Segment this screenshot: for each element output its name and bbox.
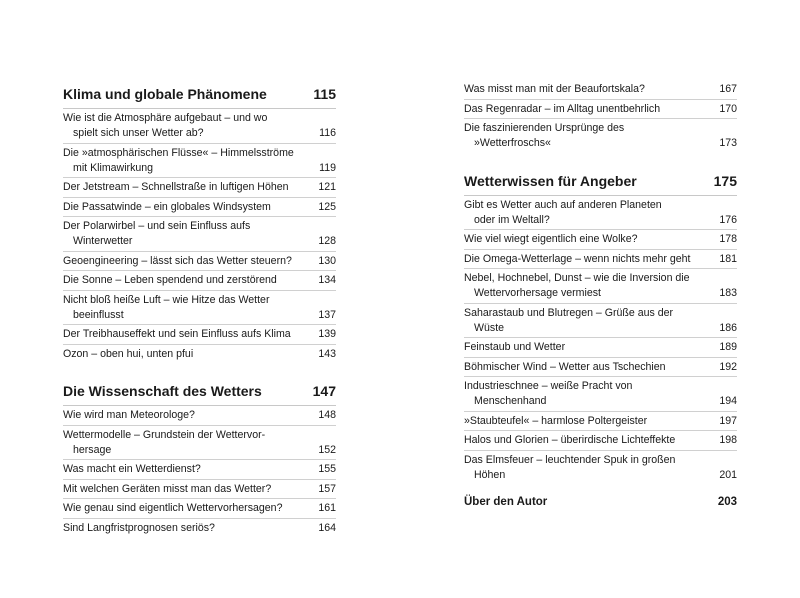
entry-title: [464, 340, 565, 355]
toc-entry[interactable]: [63, 499, 336, 519]
entry-title: [464, 414, 647, 429]
entry-page: 192: [719, 360, 737, 373]
section-page: 115: [313, 86, 336, 102]
entry-page: 116: [319, 127, 336, 139]
entry-page: 161: [318, 502, 336, 514]
section-page: 175: [713, 172, 737, 189]
toc-entry[interactable]: [464, 230, 737, 250]
entry-title-line: Wie ist die Atmosphäre aufgebaut – und wo: [63, 112, 268, 124]
entry-title: [63, 327, 291, 342]
entry-title-line: Böhmischer Wind – Wetter aus Tschechien: [464, 360, 666, 373]
entry-title-line: Der Jetstream – Schnellstraße in luftigen Höhen: [63, 181, 289, 193]
entry-page: 121: [318, 181, 336, 193]
entry-page: 176: [719, 213, 737, 226]
entry-title: [63, 180, 289, 195]
toc-entry[interactable]: [63, 406, 336, 426]
entry-title-line: Geoengineering – lässt sich das Wetter steuern?: [63, 254, 292, 267]
entry-page: 197: [719, 414, 737, 427]
entry-title-line: Menschenhand: [474, 395, 547, 407]
entry-title-line: Gibt es Wetter auch auf anderen Planeten: [464, 198, 662, 211]
entry-page: 125: [318, 200, 336, 213]
entry-page: 148: [318, 409, 336, 421]
entry-page: 189: [719, 341, 737, 353]
entry-title-line: Wie genau sind eigentlich Wettervorhersagen?: [63, 502, 283, 514]
entry-title: [464, 198, 662, 228]
section-page: 147: [312, 383, 336, 399]
entry-title: [464, 121, 624, 151]
entry-title-line: spielt sich unser Wetter ab?: [73, 127, 204, 139]
toc-entry[interactable]: [63, 178, 336, 198]
entry-page: 173: [719, 137, 737, 149]
entry-page: 181: [719, 252, 737, 265]
entry-title: [464, 232, 638, 247]
toc-entry[interactable]: [63, 271, 336, 291]
entry-title-line: Sind Langfristprognosen seriös?: [63, 521, 215, 534]
entry-title-line: Was misst man mit der Beaufortskala?: [464, 83, 645, 95]
section-title: Klima und globale Phänomene: [63, 86, 267, 102]
entry-title-line: Nicht bloß heiße Luft – wie Hitze das Wetter: [63, 293, 270, 306]
entry-title-line: Wie wird man Meteorologe?: [63, 409, 195, 421]
toc-entry[interactable]: [63, 144, 336, 179]
entry-title: [63, 146, 294, 176]
toc-entry[interactable]: [464, 358, 737, 378]
entry-title-line: Das Regenradar – im Alltag unentbehrlich: [464, 102, 661, 115]
entry-title: [63, 219, 250, 249]
entry-page: 170: [719, 102, 737, 115]
toc-entry[interactable]: [464, 80, 737, 100]
entry-page: 183: [719, 287, 737, 299]
entry-title-line: Der Treibhauseffekt und sein Einfluss aufs Klima: [63, 328, 291, 340]
entry-title-line: Höhen: [474, 468, 506, 481]
entry-title: [63, 254, 292, 269]
toc-entry[interactable]: [63, 109, 336, 144]
entry-page: 167: [719, 83, 737, 95]
toc-left-column: [63, 84, 336, 537]
entry-page: 139: [318, 328, 336, 340]
toc-entry[interactable]: [63, 291, 336, 326]
toc-entry[interactable]: [63, 198, 336, 218]
entry-title-line: »Staubteufel« – harmlose Poltergeister: [464, 414, 648, 427]
entry-title: [63, 462, 201, 477]
toc-entry[interactable]: [464, 196, 737, 231]
toc-entry[interactable]: [464, 412, 737, 432]
entry-page: 128: [318, 235, 336, 247]
toc-entry[interactable]: [63, 325, 336, 345]
toc-entry[interactable]: [63, 519, 336, 538]
entry-title: [464, 433, 675, 448]
entry-title-line: Halos und Glorien – überirdische Lichteffekte: [464, 434, 676, 446]
section-heading[interactable]: [464, 171, 737, 196]
entry-title: [63, 482, 271, 497]
entry-title-line: Das Elmsfeuer – leuchtender Spuk in großen: [464, 453, 676, 466]
entry-title-line: oder im Weltall?: [474, 213, 550, 226]
section-heading[interactable]: [63, 84, 336, 109]
entry-page: 143: [318, 347, 336, 360]
entry-title: [464, 271, 690, 301]
toc-entry[interactable]: [63, 426, 336, 461]
entry-title-line: mit Klimawirkung: [73, 161, 154, 174]
entry-title-line: Wettervorhersage vermiest: [474, 287, 601, 299]
entry-page: 164: [318, 521, 336, 534]
entry-title-line: »Wetterfroschs«: [474, 137, 551, 149]
entry-title: [63, 347, 193, 362]
entry-title: [63, 273, 277, 288]
entry-title-line: Saharastaub und Blutregen – Grüße aus der: [464, 306, 674, 319]
entry-title-line: Feinstaub und Wetter: [464, 341, 566, 353]
toc-entry[interactable]: [464, 377, 737, 412]
toc-entry[interactable]: [63, 252, 336, 272]
about-author-entry[interactable]: [464, 496, 737, 508]
toc-entry[interactable]: [63, 345, 336, 364]
toc-entry[interactable]: [464, 119, 737, 153]
entry-title-line: beeinflusst: [73, 308, 124, 321]
toc-entry[interactable]: [464, 250, 737, 270]
toc-entry[interactable]: [464, 100, 737, 120]
entry-title: [63, 293, 269, 323]
toc-entry[interactable]: [63, 217, 336, 252]
entry-title-line: Die Omega-Wetterlage – wenn nichts mehr geht: [464, 252, 691, 265]
entry-title: [464, 82, 645, 97]
toc-entry[interactable]: [63, 460, 336, 480]
toc-entry[interactable]: [464, 431, 737, 451]
entry-title-line: Wüste: [474, 321, 505, 334]
toc-entry[interactable]: [464, 338, 737, 358]
entry-title-line: Der Polarwirbel – und sein Einfluss aufs: [63, 220, 251, 232]
toc-entry[interactable]: [464, 269, 737, 304]
entry-title: [464, 102, 660, 117]
entry-title: [63, 501, 282, 516]
section-heading[interactable]: [63, 381, 336, 406]
toc-entry[interactable]: [464, 304, 737, 339]
entry-page: 134: [318, 274, 336, 286]
entry-title-line: Die Sonne – Leben spendend und zerstörend: [63, 274, 277, 286]
entry-title: [464, 306, 673, 336]
entry-title-line: Mit welchen Geräten misst man das Wetter?: [63, 482, 272, 495]
entry-title-line: Was macht ein Wetterdienst?: [63, 463, 201, 475]
toc-entry[interactable]: [63, 480, 336, 500]
entry-title: [63, 428, 265, 458]
entry-title-line: hersage: [73, 443, 112, 456]
entry-title: [63, 200, 271, 215]
entry-title-line: Die »atmosphärischen Flüsse« – Himmelsströme: [63, 146, 294, 159]
entry-page: 198: [719, 434, 737, 446]
entry-title: [63, 521, 215, 536]
entry-title-line: Wie viel wiegt eigentlich eine Wolke?: [464, 233, 638, 245]
entry-title: [464, 252, 691, 267]
entry-title-line: Wettermodelle – Grundstein der Wettervor-: [63, 428, 266, 441]
entry-title: [464, 453, 675, 483]
entry-title-line: Nebel, Hochnebel, Dunst – wie die Inversion die: [464, 272, 690, 284]
entry-page: 157: [318, 482, 336, 495]
about-page: 203: [717, 496, 737, 508]
entry-title-line: Die faszinierenden Ursprünge des: [464, 122, 625, 134]
entry-title: [63, 111, 267, 141]
entry-page: 130: [318, 254, 336, 267]
entry-title-line: Die Passatwinde – ein globales Windsystem: [63, 200, 271, 213]
section-title: Wetterwissen für Angeber: [464, 172, 637, 189]
toc-right-column: [464, 80, 737, 508]
entry-title: [464, 379, 632, 409]
section-title: Die Wissenschaft des Wetters: [63, 383, 262, 399]
entry-title-line: Winterwetter: [73, 235, 133, 247]
entry-page: 137: [318, 308, 336, 321]
entry-page: 194: [719, 395, 737, 407]
entry-title: [464, 360, 666, 375]
entry-page: 155: [318, 463, 336, 475]
toc-entry[interactable]: [464, 451, 737, 485]
entry-title: [63, 408, 195, 423]
entry-page: 152: [318, 443, 336, 456]
entry-title-line: Industrieschnee – weiße Pracht von: [464, 380, 633, 392]
entry-page: 119: [319, 161, 336, 174]
entry-page: 201: [719, 468, 737, 481]
entry-page: 178: [719, 233, 737, 245]
entry-page: 186: [719, 321, 737, 334]
entry-title-line: Ozon – oben hui, unten pfui: [63, 347, 194, 360]
about-title: Über den Autor: [464, 496, 548, 508]
